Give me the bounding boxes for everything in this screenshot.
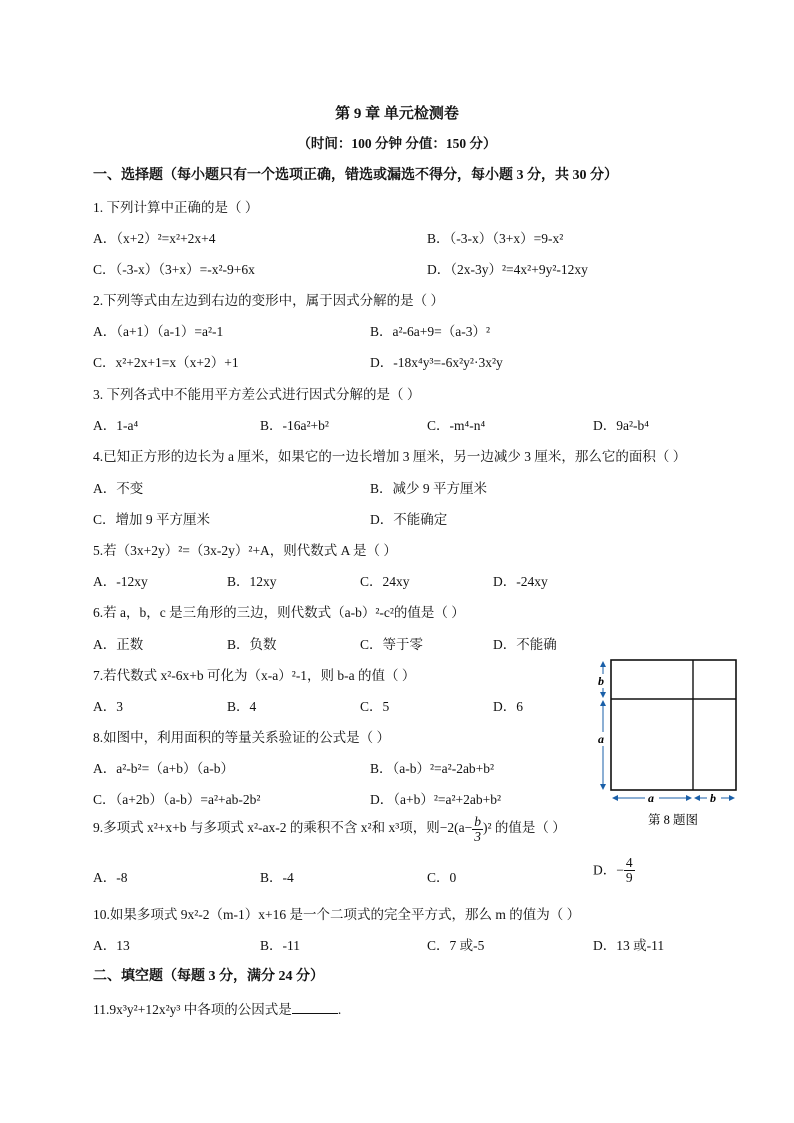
q2-option-c: C．x²+2x+1=x（x+2）+1: [93, 355, 239, 370]
q6-option-c: C．等于零: [360, 637, 424, 652]
q11-text: 11.9x³y²+12x²y³ 中各项的公因式是: [93, 1002, 292, 1017]
q8-option-d: D．（a+b）²=a²+2ab+b²: [370, 792, 502, 807]
q4-option-d: D．不能确定: [370, 512, 448, 527]
q10-option-b: B．-11: [260, 938, 300, 953]
q3-option-a: A．1-a⁴: [93, 418, 139, 433]
q3-option-d: D．9a²-b⁴: [593, 418, 649, 433]
section-1-title: 一、选择题（每小题只有一个选项正确，错选或漏选不得分，每小题 3 分，共 30 分）: [93, 168, 618, 183]
q9-option-b: B．-4: [260, 870, 294, 885]
page-subtitle: （时间：100 分钟 分值：150 分）: [297, 136, 497, 151]
q9-stem-post: )² 的值是（ ）: [483, 820, 566, 836]
figure-label-b-left: b: [598, 674, 604, 688]
q9-fraction: [472, 815, 483, 843]
q10-option-a: A．13: [93, 938, 130, 953]
q9-option-d-fraction: [624, 856, 635, 884]
q9-option-d: [593, 856, 635, 884]
q9-fraction-numerator: b: [474, 814, 481, 829]
q8-option-b: B．（a-b）²=a²-2ab+b²: [370, 761, 495, 776]
q3-stem: 3. 下列各式中不能用平方差公式进行因式分解的是（ ）: [93, 387, 421, 402]
q3-option-b: B．-16a²+b²: [260, 418, 329, 433]
q9-fraction-denominator: 3: [474, 828, 481, 844]
q10-option-d: D．13 或-11: [593, 938, 665, 953]
q9-option-c: C．0: [427, 870, 457, 885]
q8-option-c: C．（a+2b）（a-b）=a²+ab-2b²: [93, 792, 261, 807]
figure-label-b-bottom: b: [710, 791, 716, 805]
q9-option-d-prefix: D．−: [593, 862, 624, 878]
q7-option-c: C．5: [360, 699, 390, 714]
q9-stem: [93, 815, 566, 843]
q6-option-a: A．正数: [93, 637, 144, 652]
q5-option-d: D．-24xy: [493, 574, 548, 589]
q5-stem: 5.若（3x+2y）²=（3x-2y）²+A，则代数式 A 是（ ）: [93, 543, 397, 558]
q7-stem: 7.若代数式 x²-6x+b 可化为（x-a）²-1，则 b-a 的值（ ）: [93, 668, 416, 683]
q6-option-d: D．不能确: [493, 637, 557, 652]
q11-end: .: [337, 1002, 342, 1017]
q1-option-a: A．（x+2）²=x²+2x+4: [93, 231, 216, 246]
q5-option-b: B．12xy: [227, 574, 277, 589]
q2-stem: 2.下列等式由左边到右边的变形中，属于因式分解的是（ ）: [93, 293, 444, 308]
q1-option-c: C．（-3-x）（3+x）=-x²-9+6x: [93, 262, 255, 277]
q2-option-a: A．（a+1）（a-1）=a²-1: [93, 324, 224, 339]
q6-option-b: B．负数: [227, 637, 277, 652]
q9-option-d-numerator: 4: [625, 855, 633, 870]
q11-answer-blank: [292, 1001, 338, 1014]
q7-option-a: A．3: [93, 699, 123, 714]
q1-option-b: B．（-3-x）（3+x）=9-x²: [427, 231, 564, 246]
q7-option-d: D．6: [493, 699, 523, 714]
q1-stem: 1. 下列计算中正确的是（ ）: [93, 200, 259, 215]
q7-option-b: B．4: [227, 699, 257, 714]
q11-stem: [93, 998, 341, 1018]
question-8-figure: [596, 652, 746, 832]
q4-option-b: B．减少 9 平方厘米: [370, 481, 488, 496]
q10-stem: 10.如果多项式 9x²-2（m-1）x+16 是一个二项式的完全平方式，那么 m 的值为（ ）: [93, 907, 581, 922]
q8-option-a: A．a²-b²=（a+b）（a-b）: [93, 761, 235, 776]
page-title: 第 9 章 单元检测卷: [335, 106, 459, 122]
q9-option-d-denominator: 9: [625, 869, 633, 885]
q10-option-c: C．7 或-5: [427, 938, 485, 953]
q6-stem: 6.若 a，b，c 是三角形的三边，则代数式（a-b）²-c²的值是（ ）: [93, 605, 465, 620]
q8-stem: 8.如图中，利用面积的等量关系验证的公式是（ ）: [93, 730, 390, 745]
section-2-title: 二、填空题（每题 3 分，满分 24 分）: [93, 969, 324, 984]
q5-option-a: A．-12xy: [93, 574, 148, 589]
figure-caption: 第 8 题图: [648, 813, 699, 827]
q2-option-d: D．-18x⁴y³=-6x²y²·3x²y: [370, 355, 503, 370]
q4-option-c: C．增加 9 平方厘米: [93, 512, 211, 527]
q3-option-c: C．-m⁴-n⁴: [427, 418, 486, 433]
q9-option-a: A．-8: [93, 870, 128, 885]
figure-label-a-bottom: a: [648, 791, 654, 805]
q1-option-d: D．（2x-3y）²=4x²+9y²-12xy: [427, 262, 588, 277]
q2-option-b: B．a²-6a+9=（a-3）²: [370, 324, 491, 339]
q4-stem: 4.已知正方形的边长为 a 厘米，如果它的一边长增加 3 厘米，另一边减少 3 厘米，那么它的面积（ ）: [93, 449, 687, 464]
q4-option-a: A．不变: [93, 481, 144, 496]
q9-stem-pre: 9.多项式 x²+x+b 与多项式 x²-ax-2 的乘积不含 x²和 x³项，则−2(a−: [93, 820, 473, 836]
q5-option-c: C．24xy: [360, 574, 410, 589]
figure-label-a-left: a: [598, 732, 604, 746]
